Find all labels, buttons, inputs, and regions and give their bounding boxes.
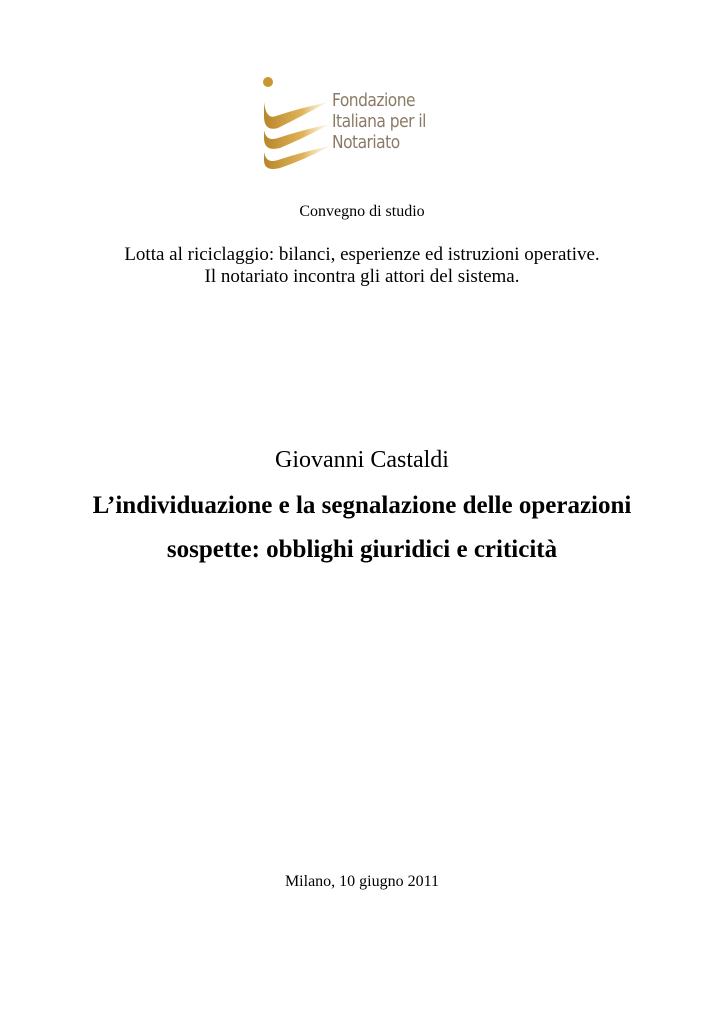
- paper-title: [0, 484, 724, 572]
- logo-emblem-icon: [256, 72, 336, 182]
- foundation-logo: [256, 72, 466, 182]
- event-subtitle-line: Lotta al riciclaggio: bilanci, esperienze ed istruzioni operative.: [124, 244, 600, 265]
- author-name: Giovanni Castaldi: [275, 447, 449, 473]
- event-subtitle-line: Il notariato incontra gli attori del sistema.: [204, 266, 520, 287]
- logo-line: Notariato: [332, 132, 400, 153]
- logo-stroke-3: [264, 146, 330, 169]
- paper-title-line: sospette: obblighi giuridici e criticità: [166, 536, 558, 563]
- logo-wordmark: [332, 90, 426, 153]
- paper-title-line: L’individuazione e la segnalazione delle operazioni: [92, 492, 632, 519]
- place-date: Milano, 10 giugno 2011: [284, 873, 440, 890]
- logo-dot: [263, 77, 273, 87]
- event-subtitle: [0, 244, 724, 288]
- event-label: Convegno di studio: [299, 203, 425, 220]
- logo-line: Fondazione: [332, 90, 416, 111]
- logo-line: Italiana per il: [332, 111, 426, 132]
- logo-stroke-1: [264, 102, 328, 129]
